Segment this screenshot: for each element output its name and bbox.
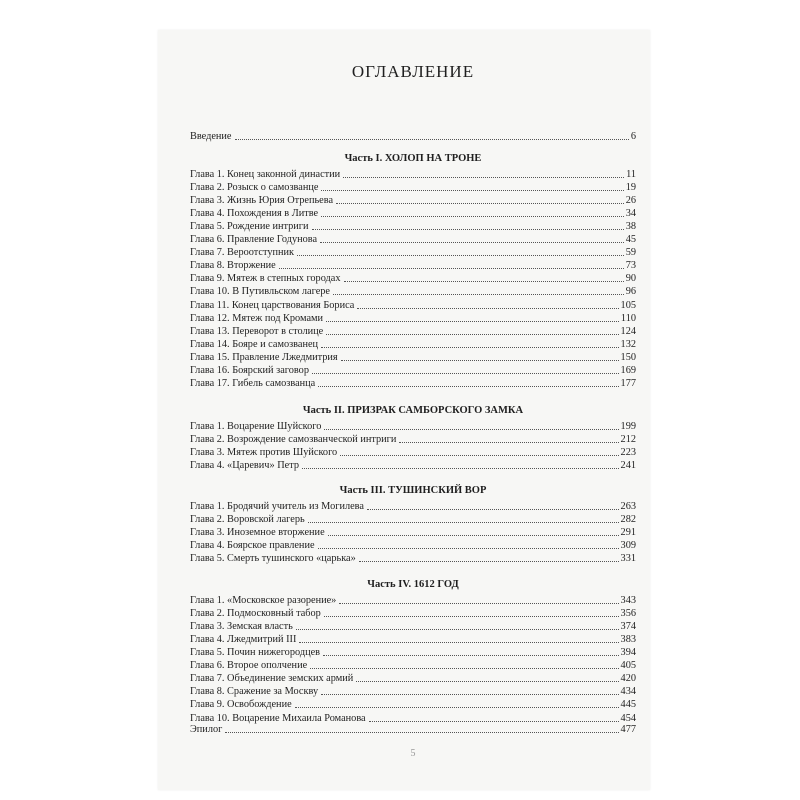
entry-label: Глава 2. Воровской лагерь [190,514,305,525]
toc-entry [190,299,636,312]
leader-dots [321,215,624,217]
entry-label: Глава 11. Конец царствования Бориса [190,299,355,311]
toc-entry [190,181,636,194]
entry-label: Глава 2. Подмосковный табор [190,608,321,619]
entry-label: Глава 1. Конец законной династии [190,169,341,180]
entry-label: Глава 12. Мятеж под Кромами [190,312,324,324]
toc-entry [190,500,636,513]
leader-dots [321,189,623,191]
leader-dots [320,241,624,243]
toc-entry [190,194,636,207]
entry-label: Глава 1. Воцарение Шуйского [190,421,322,432]
entry-page: 110 [620,312,636,324]
entry-label: Глава 3. Земская власть [190,621,293,633]
leader-dots [296,628,619,630]
leader-dots [312,372,619,374]
entry-label: Глава 5. Почин нижегородцев [190,647,321,659]
toc-entry [190,420,636,433]
entry-label: Глава 13. Переворот в столице [190,325,324,337]
toc-entry [190,259,636,272]
entry-label: Введение [190,131,232,142]
entry-label: Глава 9. Мятеж в степных городах [190,273,341,285]
leader-dots [399,441,618,443]
entry-label: Глава 1. «Московское разорение» [190,595,337,606]
leader-dots [321,693,618,695]
entry-page: 223 [620,447,636,459]
entry-page: 59 [625,247,636,259]
toc-entry [190,594,636,607]
leader-dots [367,508,619,510]
entry-label: Эпилог [190,724,223,735]
leader-dots [323,654,619,656]
entry-label: Глава 8. Сражение за Москву [190,686,319,698]
leader-dots [312,228,624,230]
leader-dots [333,293,624,295]
entry-page: 6 [630,131,636,142]
toc-entry [190,513,636,526]
entry-label: Глава 14. Бояре и самозванец [190,338,319,350]
leader-dots [324,428,618,430]
entry-label: Глава 7. Объединение земских армий [190,673,354,685]
entry-page: 383 [620,634,636,646]
part-heading: Часть II. ПРИЗРАК САМБОРСКОГО ЗАМКА [302,405,524,416]
leader-dots [318,385,618,387]
toc-entry [190,364,636,377]
entry-label: Глава 15. Правление Лжедмитрия [190,351,338,363]
entry-page: 90 [625,273,636,285]
entry-label: Глава 7. Вероотступник [190,247,295,259]
leader-dots [356,680,618,682]
toc-entry-epilogue [190,723,636,736]
entry-page: 394 [620,647,636,659]
entry-page: 11 [626,169,636,180]
leader-dots [326,320,619,322]
entry-page: 34 [625,208,636,220]
entry-page: 356 [620,608,636,619]
entry-page: 150 [620,351,636,363]
entry-page: 177 [620,377,636,389]
toc-entry [190,607,636,620]
entry-page: 241 [620,460,636,472]
entry-label: Глава 6. Правление Годунова [190,234,318,246]
entry-page: 263 [620,501,636,512]
entry-label: Глава 2. Возрождение самозванческой интриги [190,434,397,446]
entry-label: Глава 4. Лжедмитрий III [190,634,297,646]
toc-entry [190,351,636,364]
entry-label: Глава 3. Жизнь Юрия Отрепьева [190,195,334,207]
entry-label: Глава 16. Боярский заговор [190,364,309,376]
toc-entry [190,685,636,698]
leader-dots [318,547,619,549]
leader-dots [310,667,618,669]
entry-page: 73 [625,260,636,272]
entry-page: 212 [620,434,636,446]
toc-entry [190,552,636,565]
entry-page: 374 [620,621,636,633]
leader-dots [339,602,618,604]
toc-entry [190,220,636,233]
toc-entry [190,446,636,459]
toc-entry [190,272,636,285]
leader-dots [359,560,619,562]
toc-entry [190,207,636,220]
toc-entry [190,539,636,552]
entry-label: Глава 5. Смерть тушинского «царька» [190,553,356,565]
entry-page: 124 [620,325,636,337]
entry-page: 199 [620,421,636,432]
entry-label: Глава 1. Бродячий учитель из Могилева [190,501,364,512]
entry-page: 169 [620,364,636,376]
leader-dots [297,254,624,256]
toc-entry [190,285,636,298]
entry-page: 105 [620,299,636,311]
entry-label: Глава 4. Боярское правление [190,540,315,552]
toc-entry [190,672,636,685]
toc-entry [190,633,636,646]
toc-entry [190,712,636,725]
toc-entry [190,233,636,246]
entry-label: Глава 3. Иноземное вторжение [190,527,325,539]
toc-entry [190,325,636,338]
entry-page: 454 [620,712,636,724]
page-number: 5 [410,748,416,759]
leader-dots [340,454,618,456]
leader-dots [328,534,619,536]
entry-label: Глава 5. Рождение интриги [190,221,309,233]
entry-label: Глава 8. Вторжение [190,260,276,272]
toc-entry-intro [190,130,636,143]
toc-entry [190,620,636,633]
entry-page: 19 [625,182,636,194]
toc-entry [190,312,636,325]
leader-dots [369,720,619,722]
toc-entry [190,526,636,539]
leader-dots [357,307,618,309]
leader-dots [344,280,624,282]
toc-entry [190,168,636,181]
leader-dots [299,641,618,643]
entry-page: 477 [620,724,636,735]
toc-entry [190,459,636,472]
entry-label: Глава 10. Воцарение Михаила Романова [190,712,366,724]
part-heading: Часть I. ХОЛОП НА ТРОНЕ [344,153,482,164]
entry-page: 445 [620,699,636,711]
toc-entry [190,659,636,672]
entry-page: 282 [620,514,636,525]
entry-page: 420 [620,673,636,685]
leader-dots [326,333,618,335]
entry-label: Глава 4. Похождения в Литве [190,208,319,220]
leader-dots [321,346,618,348]
toc-title: ОГЛАВЛЕНИЕ [351,62,475,81]
toc-entry [190,338,636,351]
toc-entry [190,433,636,446]
entry-page: 38 [625,221,636,233]
entry-label: Глава 3. Мятеж против Шуйского [190,447,338,459]
toc-entry [190,246,636,259]
entry-label: Глава 4. «Царевич» Петр [190,460,299,472]
entry-page: 343 [620,595,636,606]
toc-entry [190,698,636,711]
entry-page: 331 [620,553,636,565]
leader-dots [336,202,624,204]
entry-page: 434 [620,686,636,698]
leader-dots [341,359,619,361]
leader-dots [324,615,619,617]
entry-page: 96 [625,286,636,298]
entry-label: Глава 2. Розыск о самозванце [190,182,319,194]
part-heading: Часть III. ТУШИНСКИЙ ВОР [339,485,487,496]
leader-dots [308,521,619,523]
leader-dots [302,467,619,469]
leader-dots [295,706,619,708]
leader-dots [235,138,629,140]
part-heading: Часть IV. 1612 ГОД [367,579,459,590]
toc-entry [190,377,636,390]
entry-label: Глава 17. Гибель самозванца [190,377,316,389]
entry-page: 405 [620,660,636,672]
leader-dots [225,731,618,733]
toc-entry [190,646,636,659]
entry-page: 26 [625,195,636,207]
entry-label: Глава 10. В Путивльском лагере [190,286,330,298]
entry-label: Глава 9. Освобождение [190,699,292,711]
entry-label: Глава 6. Второе ополчение [190,660,308,672]
entry-page: 132 [620,338,636,350]
leader-dots [279,267,624,269]
leader-dots [343,176,624,178]
entry-page: 309 [620,540,636,552]
entry-page: 45 [625,234,636,246]
entry-page: 291 [620,527,636,539]
